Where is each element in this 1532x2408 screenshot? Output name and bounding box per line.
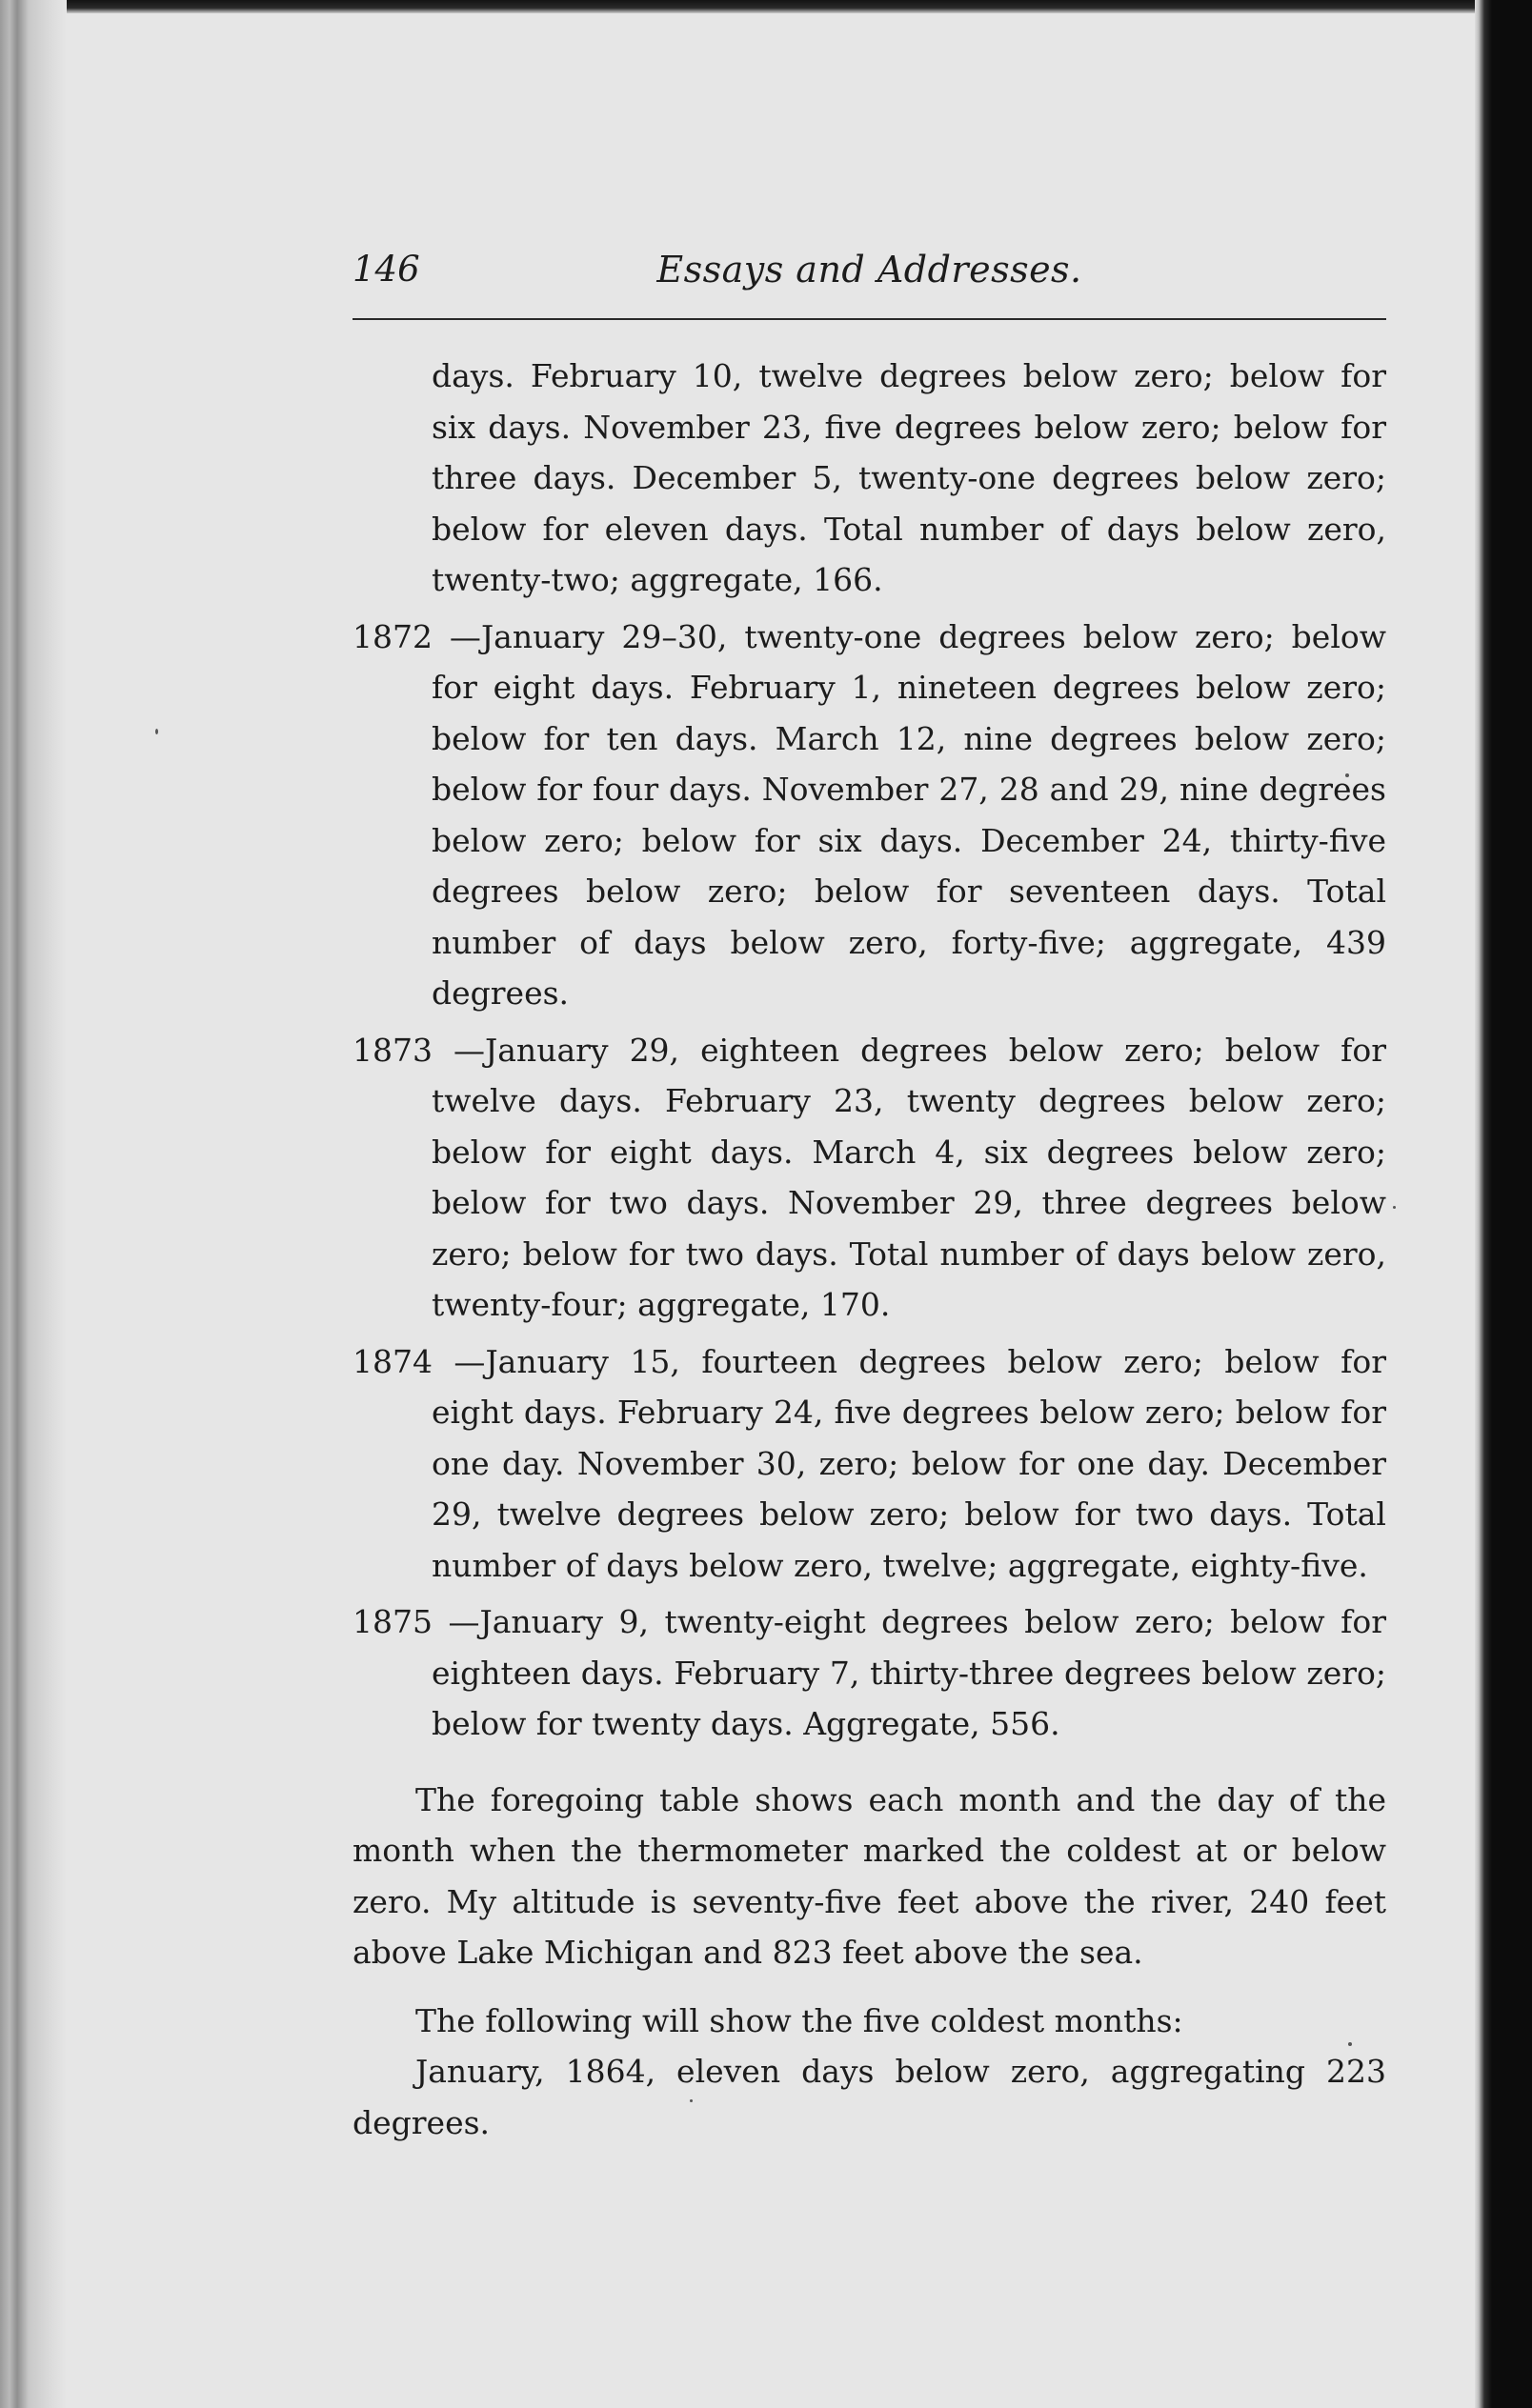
page-number: 146 [353,249,420,290]
summary-paragraph: The foregoing table shows each month and the day of the month when the thermometer marked the coldest at or below zero. My altitude is seventy-five feet above the river, 240 feet above Lake Michigan and 823 feet above the sea. [353,1780,1386,1971]
weather-entry-continued [353,351,1386,606]
entry-year: 1874 [353,1342,433,1380]
running-title: Essays and Addresses. [656,249,1082,291]
weather-entry-1872 [353,612,1386,1019]
entry-text: January 9, twenty-eight degrees below zero; below for eighteen days. February 7, thirty-three degrees below zero; below for twenty days. Aggregate, 556. [432,1603,1386,1742]
entry-year: 1873 [353,1031,433,1069]
coldest-month-entry: January, 1864, eleven days below zero, aggregating 223 degrees. [353,2053,1386,2141]
running-head [353,246,1386,293]
entry-dash: — [432,617,481,655]
weather-entry-1875 [353,1596,1386,1750]
body-text [353,351,1386,2148]
entry-dash: — [432,1342,486,1380]
weather-entry-1873 [353,1025,1386,1331]
weather-entry-1874 [353,1336,1386,1592]
entry-dash: — [432,1603,480,1640]
coldest-months-intro: The following will show the five coldest months: [415,2001,1183,2039]
entry-year: 1875 [353,1603,433,1640]
entry-dash: — [432,1031,486,1069]
entry-text: January 29–30, twenty-one degrees below zero; below for eight days. February 1, nineteen degrees below zero; below for ten days. March 12, nine degrees below zero; below for four days. November 27, 28 and 29, nine degrees below zero; below for six days. December 24, thirty-five degrees below zero; below for seventeen days. Total number of days below zero, forty-five; aggregate, 439 degrees. [432,617,1386,1012]
header-rule [353,318,1386,320]
entry-text: January 29, eighteen degrees below zero; below for twelve days. February 23, twenty degrees below zero; below for eight days. March 4, six degrees below zero; below for two days. November 29, three degrees below zero; below for two days. Total number of days below zero, twenty-four; aggregate, 170. [432,1031,1387,1323]
entry-text: days. February 10, twelve degrees below zero; below for six days. November 23, five degrees below zero; below for three days. December 5, twenty-one degrees below zero; below for eleven days. Total number of days below zero, twenty-two; aggregate, 166. [432,357,1386,598]
entry-text: January 15, fourteen degrees below zero; below for eight days. February 24, five degrees below zero; below for one day. November 30, zero; below for one day. December 29, twelve degrees below zero; below for two days. Total number of days below zero, twelve; aggregate, eighty-five. [432,1342,1386,1584]
entry-year: 1872 [353,617,433,655]
